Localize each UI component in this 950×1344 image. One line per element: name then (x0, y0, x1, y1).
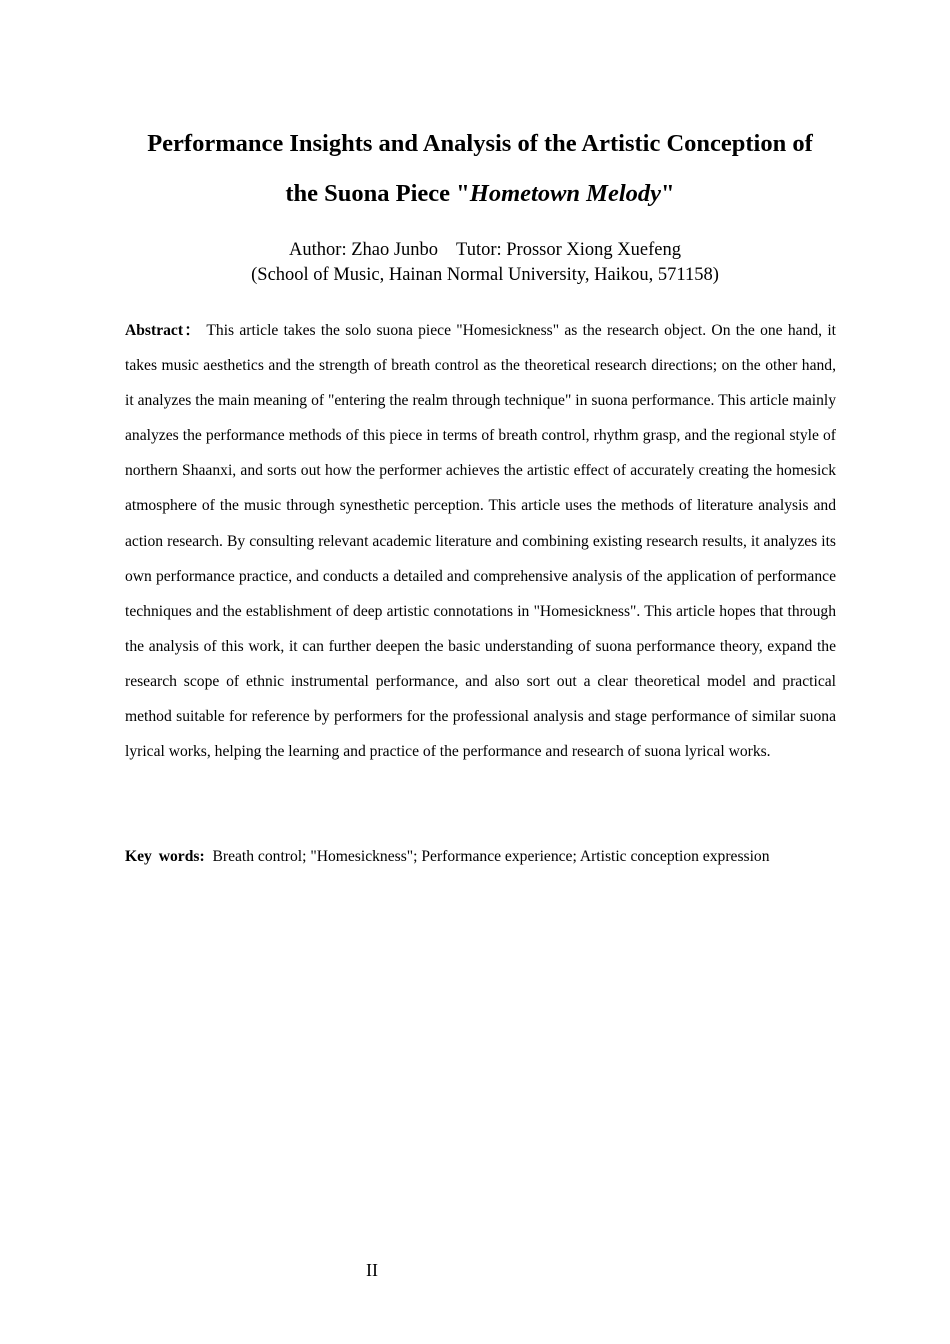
byline (120, 238, 850, 288)
title-line-2-prefix: the Suona Piece " (285, 180, 470, 207)
paper-title (120, 119, 840, 219)
title-line-2-suffix: " (661, 180, 675, 207)
page-number: II (366, 1260, 378, 1280)
author-name: Author: Zhao Junbo (289, 240, 439, 260)
tutor-name: Tutor: Prossor Xiong Xuefeng (456, 240, 681, 260)
abstract-label: Abstract： (125, 322, 202, 339)
keywords-paragraph (125, 839, 836, 874)
author-tutor-row (120, 238, 850, 263)
title-line-2 (120, 169, 840, 219)
abstract-text: This article takes the solo suona piece "Homesickness" as the research object. On the one hand, it takes music aesthetics and the strength of breath control as the theoretical research directions; on the other hand, it analyzes the main meaning of "entering the realm through technique" in suona performance. This article mainly analyzes the performance methods of this piece in terms of breath control, rhythm grasp, and the regional style of northern Shaanxi, and sorts out how the performer achieves the artistic effect of accurately creating the homesick atmosphere of the music through synesthetic perception. This article uses the methods of literature analysis and action research. By consulting relevant academic literature and combining existing research results, it analyzes its own performance practice, and conducts a detailed and comprehensive analysis of the application of performance techniques and the establishment of deep artistic connotations in "Homesickness". This article hopes that through the analysis of this work, it can further deepen the basic understanding of suona performance theory, expand the research scope of ethnic instrumental performance, and also sort out a clear theoretical model and practical method suitable for reference by performers for the professional analysis and stage performance of similar suona lyrical works, helping the learning and practice of the performance and research of suona lyrical works. (125, 322, 837, 761)
title-line-1: Performance Insights and Analysis of the Artistic Conception of (147, 130, 813, 157)
abstract-paragraph (125, 313, 836, 769)
affiliation: (School of Music, Hainan Normal University, Haikou, 571158) (251, 265, 719, 285)
keywords-label: Key words: (125, 848, 205, 865)
keywords-text: Breath control; "Homesickness"; Performance experience; Artistic conception expression (212, 848, 770, 865)
title-work-name: Hometown Melody (469, 180, 662, 207)
